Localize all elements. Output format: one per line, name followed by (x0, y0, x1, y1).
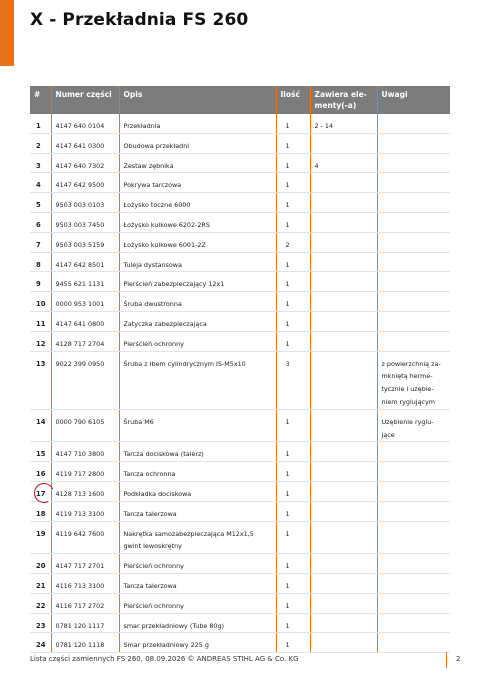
cell-description: Zestaw zębnika (119, 153, 276, 173)
table-row (30, 153, 450, 173)
cell-part-number: 4128 713 1600 (51, 481, 119, 501)
cell-num: 3 (30, 153, 51, 173)
cell-quantity: 1 (276, 633, 310, 653)
cell-num: 17 (30, 481, 51, 501)
table-row (30, 462, 450, 482)
cell-num: 13 (30, 351, 51, 409)
table-row (30, 554, 450, 574)
cell-notes (377, 501, 450, 521)
header-num: # (30, 86, 51, 114)
cell-contains (310, 613, 377, 633)
cell-num: 23 (30, 613, 51, 633)
cell-contains (310, 409, 377, 442)
cell-num: 7 (30, 232, 51, 252)
cell-notes (377, 593, 450, 613)
cell-part-number: 9455 621 1131 (51, 272, 119, 292)
table-row (30, 193, 450, 213)
cell-contains (310, 173, 377, 193)
cell-description: Tarcza dociskowa (talerz) (119, 442, 276, 462)
cell-description: smar przekładniowy (Tube 80g) (119, 613, 276, 633)
cell-contains (310, 481, 377, 501)
table-header-row (30, 86, 450, 114)
cell-description: Tuleja dystansowa (119, 252, 276, 272)
cell-quantity: 1 (276, 481, 310, 501)
cell-quantity: 1 (276, 252, 310, 272)
cell-notes (377, 573, 450, 593)
cell-quantity: 1 (276, 573, 310, 593)
cell-quantity: 1 (276, 613, 310, 633)
cell-part-number: 4119 642 7600 (51, 521, 119, 554)
table-row (30, 409, 450, 442)
header-description: Opis (119, 86, 276, 114)
cell-num: 20 (30, 554, 51, 574)
cell-notes (377, 331, 450, 351)
cell-quantity: 1 (276, 292, 310, 312)
cell-description: Pierścień zabezpieczający 12x1 (119, 272, 276, 292)
cell-num: 18 (30, 501, 51, 521)
cell-num: 8 (30, 252, 51, 272)
cell-notes (377, 232, 450, 252)
table-row (30, 331, 450, 351)
cell-contains (310, 501, 377, 521)
cell-part-number: 4147 640 7302 (51, 153, 119, 173)
cell-quantity: 3 (276, 351, 310, 409)
cell-num: 5 (30, 193, 51, 213)
cell-description: Śruba M6 (119, 409, 276, 442)
cell-part-number: 4119 717 2800 (51, 462, 119, 482)
table-row (30, 481, 450, 501)
table-row (30, 573, 450, 593)
cell-quantity: 1 (276, 593, 310, 613)
cell-contains (310, 292, 377, 312)
cell-description: Smar przekładniowy 225 g (119, 633, 276, 653)
cell-notes (377, 252, 450, 272)
cell-notes (377, 292, 450, 312)
cell-contains (310, 193, 377, 213)
header-notes: Uwagi (377, 86, 450, 114)
cell-quantity: 2 (276, 232, 310, 252)
cell-contains (310, 272, 377, 292)
cell-part-number: 0781 120 1117 (51, 613, 119, 633)
table-body (30, 114, 450, 653)
cell-description: Tarcza ochronna (119, 462, 276, 482)
footer-text: Lista części zamiennych FS 260, 08.09.2026 © ANDREAS STIHL AG & Co. KG (30, 655, 299, 663)
cell-notes (377, 173, 450, 193)
cell-description: Tarcza talerzowa (119, 501, 276, 521)
accent-bar (0, 0, 14, 66)
cell-quantity: 1 (276, 114, 310, 133)
cell-num: 22 (30, 593, 51, 613)
cell-part-number: 4147 641 0300 (51, 133, 119, 153)
cell-part-number: 4147 641 0800 (51, 311, 119, 331)
cell-description: Łożysko kulkowe 6001-2Z (119, 232, 276, 252)
table-row (30, 173, 450, 193)
page-number: 2 (456, 655, 461, 663)
cell-contains (310, 573, 377, 593)
cell-contains (310, 212, 377, 232)
cell-part-number: 0000 790 6105 (51, 409, 119, 442)
cell-notes (377, 153, 450, 173)
cell-notes (377, 613, 450, 633)
cell-notes: Uzębienie ryglu- jące (377, 409, 450, 442)
cell-description: Pierścień ochronny (119, 593, 276, 613)
cell-num: 16 (30, 462, 51, 482)
table-row (30, 442, 450, 462)
cell-num: 4 (30, 173, 51, 193)
cell-notes (377, 133, 450, 153)
cell-contains (310, 462, 377, 482)
table-row (30, 133, 450, 153)
cell-num: 1 (30, 114, 51, 133)
cell-num: 10 (30, 292, 51, 312)
cell-num: 19 (30, 521, 51, 554)
cell-notes (377, 554, 450, 574)
cell-part-number: 9503 003 5159 (51, 232, 119, 252)
cell-num: 2 (30, 133, 51, 153)
cell-quantity: 1 (276, 409, 310, 442)
table-row (30, 633, 450, 653)
cell-quantity: 1 (276, 462, 310, 482)
cell-description: Śruba dwustronna (119, 292, 276, 312)
cell-notes (377, 442, 450, 462)
cell-description: Łożysko kulkowe 6202-2RS (119, 212, 276, 232)
cell-description: Śruba z łbem cylindrycznym IS-M5x10 (119, 351, 276, 409)
cell-contains (310, 331, 377, 351)
cell-quantity: 1 (276, 521, 310, 554)
cell-part-number: 9503 003 0103 (51, 193, 119, 213)
table-row (30, 114, 450, 133)
table-row (30, 351, 450, 409)
page-title: X - Przekładnia FS 260 (30, 10, 249, 30)
table-row (30, 311, 450, 331)
cell-part-number: 4147 640 0104 (51, 114, 119, 133)
cell-quantity: 1 (276, 153, 310, 173)
table-row (30, 272, 450, 292)
cell-quantity: 1 (276, 311, 310, 331)
cell-contains (310, 232, 377, 252)
header-part-number: Numer części (51, 86, 119, 114)
cell-quantity: 1 (276, 212, 310, 232)
cell-num: 24 (30, 633, 51, 653)
cell-contains (310, 311, 377, 331)
cell-quantity: 1 (276, 331, 310, 351)
cell-part-number: 4147 710 3800 (51, 442, 119, 462)
cell-num: 6 (30, 212, 51, 232)
cell-contains (310, 133, 377, 153)
footer-separator (446, 652, 447, 668)
table-row (30, 232, 450, 252)
cell-num: 21 (30, 573, 51, 593)
cell-notes (377, 193, 450, 213)
cell-notes (377, 633, 450, 653)
cell-contains (310, 521, 377, 554)
cell-description: Zatyczka zabezpieczająca (119, 311, 276, 331)
cell-contains (310, 554, 377, 574)
cell-num: 12 (30, 331, 51, 351)
cell-quantity: 1 (276, 442, 310, 462)
cell-description: Podkładka dociskowa (119, 481, 276, 501)
cell-num: 14 (30, 409, 51, 442)
cell-contains (310, 442, 377, 462)
cell-quantity: 1 (276, 272, 310, 292)
table-row (30, 252, 450, 272)
cell-num: 11 (30, 311, 51, 331)
cell-notes (377, 212, 450, 232)
cell-quantity: 1 (276, 173, 310, 193)
cell-notes (377, 114, 450, 133)
cell-notes (377, 311, 450, 331)
cell-contains (310, 351, 377, 409)
cell-notes (377, 272, 450, 292)
cell-part-number: 4116 713 3100 (51, 573, 119, 593)
table-row (30, 593, 450, 613)
cell-description: Tarcza talerzowa (119, 573, 276, 593)
cell-description: Obudowa przekładni (119, 133, 276, 153)
table-row (30, 212, 450, 232)
cell-notes (377, 521, 450, 554)
cell-part-number: 0000 953 1001 (51, 292, 119, 312)
cell-part-number: 4147 642 9500 (51, 173, 119, 193)
cell-contains (310, 593, 377, 613)
cell-part-number: 4147 717 2701 (51, 554, 119, 574)
cell-part-number: 4128 717 2704 (51, 331, 119, 351)
cell-description: Przekładnia (119, 114, 276, 133)
cell-description: Łożysko toczne 6000 (119, 193, 276, 213)
cell-part-number: 9503 003 7450 (51, 212, 119, 232)
cell-quantity: 1 (276, 554, 310, 574)
cell-quantity: 1 (276, 501, 310, 521)
cell-description: Pokrywa tarczowa (119, 173, 276, 193)
table-row (30, 501, 450, 521)
cell-num: 9 (30, 272, 51, 292)
cell-description: Pierścień ochronny (119, 331, 276, 351)
cell-part-number: 4116 717 2702 (51, 593, 119, 613)
header-contains: Zawiera ele- menty(-a) (310, 86, 377, 114)
cell-quantity: 1 (276, 193, 310, 213)
cell-description: Pierścień ochronny (119, 554, 276, 574)
cell-contains (310, 252, 377, 272)
cell-part-number: 9022 399 0950 (51, 351, 119, 409)
cell-part-number: 0781 120 1118 (51, 633, 119, 653)
table-row (30, 613, 450, 633)
cell-notes (377, 462, 450, 482)
header-quantity: Ilość (276, 86, 310, 114)
cell-notes: z powierzchnią za- mkniętą herme- tycznie i uzębie- niem ryglującym (377, 351, 450, 409)
cell-description: Nakrętka samozabezpieczająca M12x1,5 gwint lewoskrętny (119, 521, 276, 554)
parts-table (30, 86, 450, 653)
table-row (30, 292, 450, 312)
cell-contains: 2 - 14 (310, 114, 377, 133)
table-row (30, 521, 450, 554)
cell-part-number: 4147 642 8501 (51, 252, 119, 272)
cell-contains (310, 633, 377, 653)
cell-num: 15 (30, 442, 51, 462)
cell-part-number: 4119 713 3100 (51, 501, 119, 521)
cell-notes (377, 481, 450, 501)
cell-contains: 4 (310, 153, 377, 173)
cell-quantity: 1 (276, 133, 310, 153)
